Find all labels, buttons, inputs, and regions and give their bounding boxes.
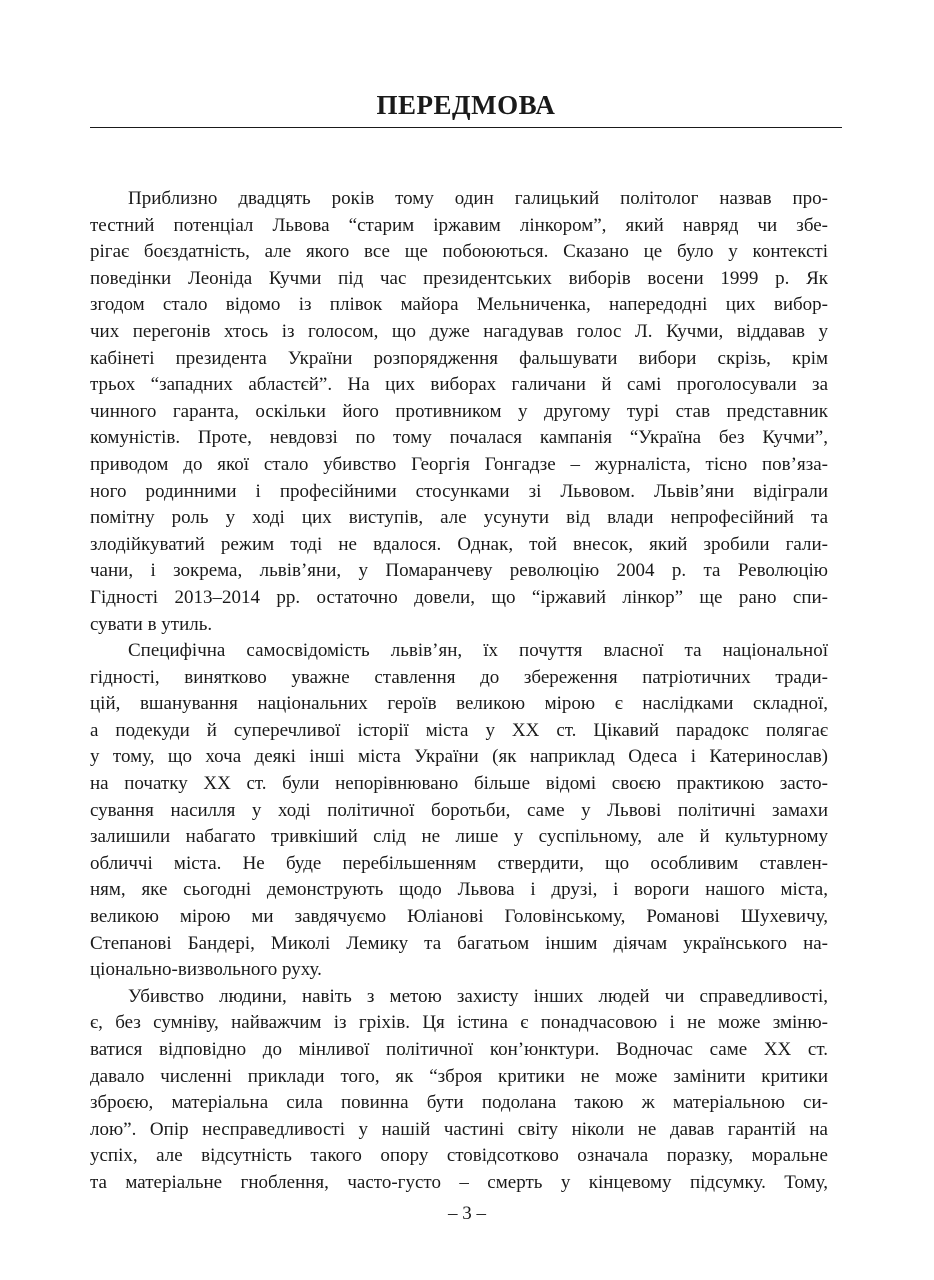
text-line: обличчі міста. Не буде перебільшенням ствердити, що особливим ставлен-: [90, 852, 828, 874]
text-line: рігає боєздатність, але якого все ще побоюються. Сказано це було у контексті: [90, 241, 828, 263]
text-line: зброєю, матеріальна сила повинна бути подолана такою ж матеріальною си-: [90, 1092, 828, 1114]
text-line: трьох “западних абластєй”. На цих виборах галичани й самі проголосували за: [90, 374, 828, 396]
text-line: та матеріальне гноблення, часто-густо – смерть у кінцевому підсумку. Тому,: [90, 1171, 828, 1193]
title-underline: [90, 127, 842, 128]
text-line: комуністів. Проте, невдовзі по тому почалася кампанія “Україна без Кучми”,: [90, 427, 828, 449]
text-line: ням, яке сьогодні демонструють щодо Львова і друзі, і вороги нашого міста,: [90, 879, 828, 901]
text-line: ватися відповідно до мінливої політичної кон’юнктури. Водночас саме ХХ ст.: [90, 1039, 828, 1060]
page-number: – 3 –: [448, 1203, 486, 1224]
text-line: лою”. Опір несправедливості у нашій частині світу ніколи не давав гарантій на: [90, 1118, 828, 1140]
text-line: сування насилля у ході політичної боротьби, саме у Львові політичні замахи: [90, 799, 828, 821]
text-line: кабінеті президента України розпорядження фальшувати вибори скрізь, крім: [90, 347, 828, 369]
text-line: Специфічна самосвідомість львів’ян, їх почуття власної та національної: [128, 640, 828, 662]
text-line: є, без сумніву, найважчим із гріхів. Ця істина є понадчасовою і не може зміню-: [90, 1012, 828, 1034]
text-line: цій, вшанування національних героїв великою мірою є наслідками складної,: [90, 693, 828, 715]
paragraph-3: [90, 984, 828, 1197]
text-line: успіх, але відсутність такого опору стовідсотково означала поразку, моральне: [90, 1145, 828, 1167]
text-line: сувати в утиль.: [90, 613, 213, 635]
text-line: гідності, винятково уважне ставлення до збереження патріотичних тради-: [90, 666, 828, 688]
text-line: у тому, що хоча деякі інші міста України (як наприклад Одеса і Катеринослав): [90, 746, 828, 768]
text-line: великою мірою ми завдячуємо Юліанові Головінському, Романові Шухевичу,: [90, 906, 828, 928]
text-line: Приблизно двадцять років тому один галицький політолог назвав про-: [128, 188, 828, 209]
text-line: Гідності 2013–2014 рр. остаточно довели, що “іржавий лінкор” ще рано спи-: [90, 586, 828, 608]
text-line: Степанові Бандері, Миколі Лемику та багатьом іншим діячам українського на-: [90, 932, 828, 954]
text-line: згодом стало відомо із плівок майора Мельниченка, напередодні цих вибор-: [90, 294, 828, 316]
body-text: [90, 186, 828, 1197]
text-line: на початку ХХ ст. були непорівнювано більше відомі своєю практикою засто-: [90, 773, 828, 795]
text-line: чани, і зокрема, львів’яни, у Помаранчеву революцію 2004 р. та Революцію: [90, 560, 828, 582]
text-line: поведінки Леоніда Кучми під час президентських виборів восени 1999 р. Як: [90, 267, 828, 289]
text-line: ного родинними і професійними стосунками зі Львовом. Львів’яни відіграли: [90, 480, 828, 502]
page-title: ПЕРЕДМОВА: [376, 90, 556, 120]
text-line: приводом до якої стало убивство Георгія Гонгадзе – журналіста, тісно пов’яза-: [90, 453, 828, 475]
text-line: злодійкуватий режим тоді не вдалося. Однак, той внесок, який зробили гали-: [90, 533, 828, 555]
text-line: Убивство людини, навіть з метою захисту інших людей чи справедливості,: [128, 985, 828, 1007]
text-line: давало численні приклади того, як “зброя критики не може замінити критики: [90, 1065, 828, 1087]
text-line: а подекуди й суперечливої історії міста у ХХ ст. Цікавий парадокс полягає: [90, 719, 828, 741]
text-line: тестний потенціал Львова “старим іржавим лінкором”, який навряд чи збе-: [90, 214, 828, 236]
text-line: ціонально-визвольного руху.: [90, 959, 322, 981]
text-line: чих перегонів хтось із голосом, що дуже нагадував голос Л. Кучми, віддавав у: [90, 320, 828, 342]
text-line: помітну роль у ході цих виступів, але усунути від влади непрофесійний та: [90, 507, 828, 529]
text-line: залишили набагато тривкіший слід не лише у суспільному, але й культурному: [90, 826, 828, 848]
paragraph-2: [90, 638, 828, 984]
paragraph-1: [90, 186, 828, 638]
text-line: чинного гаранта, оскільки його противником у другому турі став представник: [90, 400, 828, 422]
